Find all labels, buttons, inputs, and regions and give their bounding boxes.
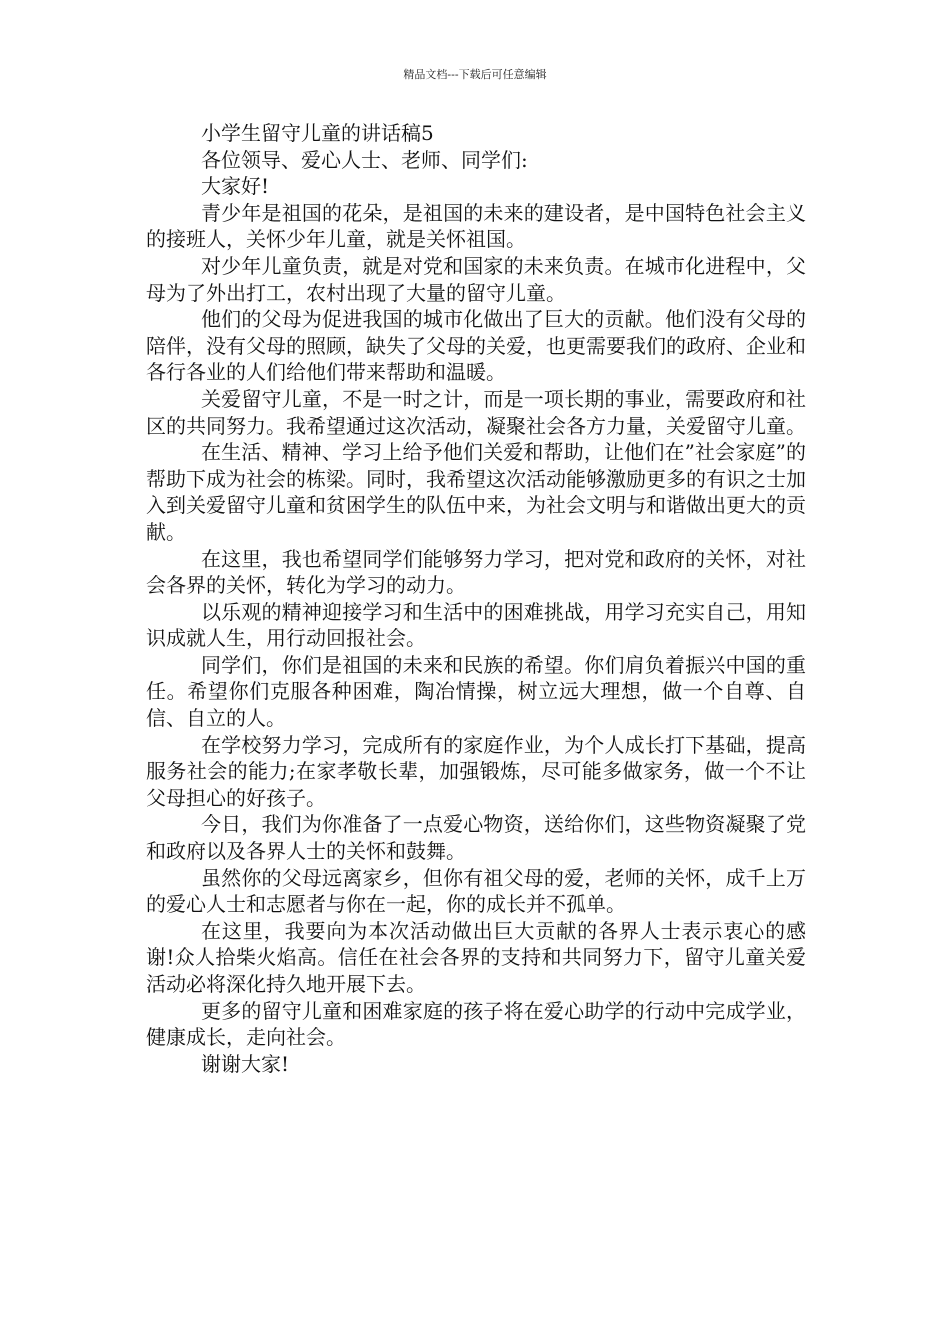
- paragraph: 对少年儿童负责，就是对党和国家的未来负责。在城市化进程中，父母为了外出打工，农村出现了大量的留守儿童。: [146, 253, 806, 305]
- paragraph: 同学们，你们是祖国的未来和民族的希望。你们肩负着振兴中国的重任。希望你们克服各种困难，陶冶情操，树立远大理想，做一个自尊、自信、自立的人。: [146, 652, 806, 731]
- closing: 谢谢大家!: [201, 1051, 290, 1076]
- paragraph: 在这里，我要向为本次活动做出巨大贡献的各界人士表示衷心的感谢!众人拾柴火焰高。信任在社会各界的支持和共同努力下，留守儿童关爱活动必将深化持久地开展下去。: [146, 918, 806, 996]
- paragraph: 关爱留守儿童，不是一时之计，而是一项长期的事业，需要政府和社区的共同努力。我希望通过这次活动，凝聚社会各方力量，关爱留守儿童。: [146, 386, 806, 438]
- document-body: [146, 120, 806, 1077]
- salutation: 各位领导、爱心人士、老师、同学们:: [201, 147, 528, 172]
- page-header: 精品文档---下载后可任意编辑: [403, 68, 547, 81]
- paragraph: 更多的留守儿童和困难家庭的孩子将在爱心助学的行动中完成学业，健康成长，走向社会。: [146, 998, 806, 1050]
- document-title: 小学生留守儿童的讲话稿5: [201, 121, 434, 145]
- paragraph: 以乐观的精神迎接学习和生活中的困难挑战，用学习充实自己，用知识成就人生，用行动回报社会。: [146, 599, 806, 651]
- greeting: 大家好!: [201, 174, 270, 199]
- paragraph: 在这里，我也希望同学们能够努力学习，把对党和政府的关怀，对社会各界的关怀，转化为学习的动力。: [146, 546, 806, 598]
- paragraph: 今日，我们为你准备了一点爱心物资，送给你们，这些物资凝聚了党和政府以及各界人士的关怀和鼓舞。: [146, 812, 806, 864]
- paragraph: 青少年是祖国的花朵，是祖国的未来的建设者，是中国特色社会主义的接班人，关怀少年儿童，就是关怀祖国。: [146, 200, 806, 252]
- paragraph: 虽然你的父母远离家乡，但你有祖父母的爱，老师的关怀，成千上万的爱心人士和志愿者与你在一起，你的成长并不孤单。: [146, 865, 806, 917]
- paragraph: 他们的父母为促进我国的城市化做出了巨大的贡献。他们没有父母的陪伴，没有父母的照顾，缺失了父母的关爱，也更需要我们的政府、企业和各行各业的人们给他们带来帮助和温暖。: [146, 307, 806, 385]
- paragraph: 在学校努力学习，完成所有的家庭作业，为个人成长打下基础，提高服务社会的能力;在家孝敬长辈，加强锻炼，尽可能多做家务，做一个不让父母担心的好孩子。: [146, 732, 806, 810]
- paragraph: 在生活、精神、学习上给予他们关爱和帮助，让他们在”社会家庭”的帮助下成为社会的栋梁。同时，我希望这次活动能够激励更多的有识之士加入到关爱留守儿童和贫困学生的队伍中来，为社会文明与和谐做出更大的贡献。: [146, 440, 806, 544]
